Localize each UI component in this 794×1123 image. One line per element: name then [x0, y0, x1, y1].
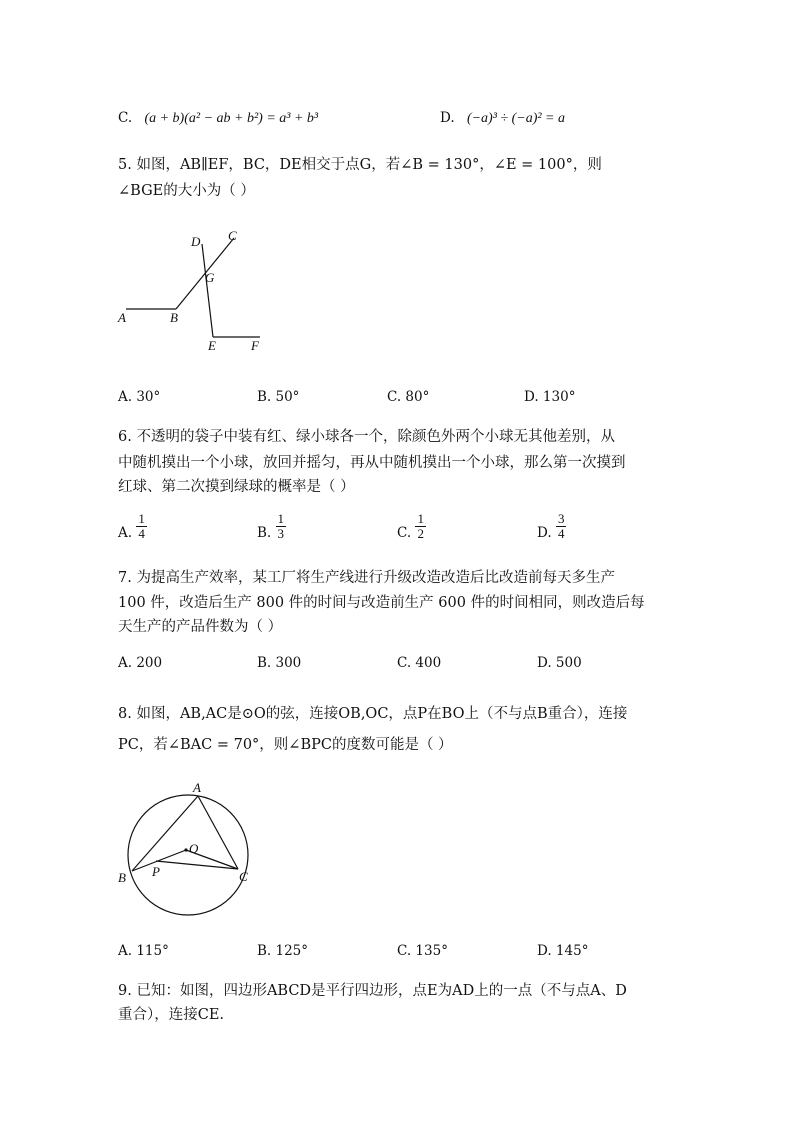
fraction-numerator: 3 — [557, 511, 565, 526]
q5-option-b: B. 50° — [257, 389, 300, 405]
label-a: A — [193, 780, 201, 795]
q5-option-c: C. 80° — [387, 389, 430, 405]
q9-line-2: 重合），连接CE. — [118, 1007, 225, 1023]
q6-line-2: 中随机摸出一个小球，放回并摇匀，再从中随机摸出一个小球，那么第一次摸到 — [118, 455, 626, 471]
q6-line-1: 6. 不透明的袋子中装有红、绿小球各一个，除颜色外两个小球无其他差别，从 — [118, 429, 615, 445]
chord-ab — [132, 796, 198, 871]
q5-line-1: 5. 如图，AB∥EF，BC，DE相交于点G，若∠B = 130°，∠E = 100°，则 — [118, 157, 602, 173]
label-a: A — [118, 310, 126, 325]
label-o: O — [189, 841, 199, 856]
q6-option-a-label: A. — [118, 525, 133, 541]
label-b: B — [170, 310, 178, 325]
q8-option-d: D. 145° — [537, 943, 589, 959]
q5-line-2: ∠BGE的大小为（ ） — [118, 183, 255, 199]
q4-option-d-expr: (−a)³ ÷ (−a)² = a — [466, 111, 566, 126]
fraction-denominator: 2 — [417, 526, 424, 541]
q6-option-c — [397, 512, 426, 541]
label-c: C — [228, 228, 237, 243]
q4-option-d-label: D. — [440, 110, 455, 126]
q8-line-1: 8. 如图，AB,AC是⊙O的弦，连接OB,OC，点P在BO上（不与点B重合），连接 — [118, 706, 628, 722]
q6-option-b-fraction — [276, 512, 287, 541]
fraction-denominator: 4 — [557, 526, 565, 541]
q7-line-2: 100 件，改造后生产 800 件的时间与改造前生产 600 件的时间相同，则改造后每 — [118, 595, 645, 611]
label-d: D — [191, 234, 201, 249]
q6-option-d-fraction — [556, 512, 567, 541]
q8-line-2: PC，若∠BAC = 70°，则∠BPC的度数可能是（ ） — [118, 737, 453, 753]
fraction-numerator: 1 — [417, 511, 424, 526]
q6-option-c-label: C. — [397, 525, 412, 541]
q4-option-c-label: C. — [118, 110, 133, 126]
fraction-numerator: 1 — [277, 511, 285, 526]
q6-option-a-fraction — [136, 512, 147, 541]
q5-option-a: A. 30° — [118, 389, 161, 405]
fraction-denominator: 3 — [277, 526, 285, 541]
q7-option-b: B. 300 — [257, 655, 302, 671]
q5-figure — [110, 222, 280, 357]
line-de — [202, 244, 213, 337]
label-p: P — [152, 864, 160, 879]
label-g: G — [205, 270, 215, 285]
q8-figure — [112, 775, 272, 917]
q5-option-d: D. 130° — [524, 389, 576, 405]
q7-option-d: D. 500 — [537, 655, 582, 671]
q9-line-1: 9. 已知：如图，四边形ABCD是平行四边形，点E为AD上的一点（不与点A、D — [118, 983, 627, 999]
q6-option-a — [118, 512, 147, 541]
q7-line-3: 天生产的产品件数为（ ） — [118, 619, 283, 635]
q6-line-3: 红球、第二次摸到绿球的概率是（ ） — [118, 479, 355, 495]
label-e: E — [208, 338, 216, 353]
q6-option-c-fraction — [415, 512, 426, 541]
label-f: F — [251, 338, 259, 353]
q8-option-b: B. 125° — [257, 943, 309, 959]
q6-option-b-label: B. — [257, 525, 272, 541]
center-point — [184, 848, 187, 851]
fraction-denominator: 4 — [138, 526, 145, 541]
q6-option-d-label: D. — [537, 525, 552, 541]
label-c: C — [239, 869, 248, 884]
q8-option-c: C. 135° — [397, 943, 448, 959]
q4-option-c — [118, 110, 318, 127]
q8-option-a: A. 115° — [118, 943, 169, 959]
q7-option-a: A. 200 — [118, 655, 163, 671]
chord-ac — [198, 796, 238, 869]
fraction-numerator: 1 — [138, 511, 145, 526]
q7-line-1: 7. 为提高生产效率，某工厂将生产线进行升级改造改造后比改造前每天多生产 — [118, 570, 615, 586]
q7-option-c: C. 400 — [397, 655, 442, 671]
q4-option-d — [440, 110, 565, 127]
q6-option-b — [257, 512, 286, 541]
label-b: B — [118, 870, 126, 885]
q6-option-d — [537, 512, 566, 541]
q4-option-c-expr: (a + b)(a² − ab + b²) = a³ + b³ — [144, 111, 319, 126]
